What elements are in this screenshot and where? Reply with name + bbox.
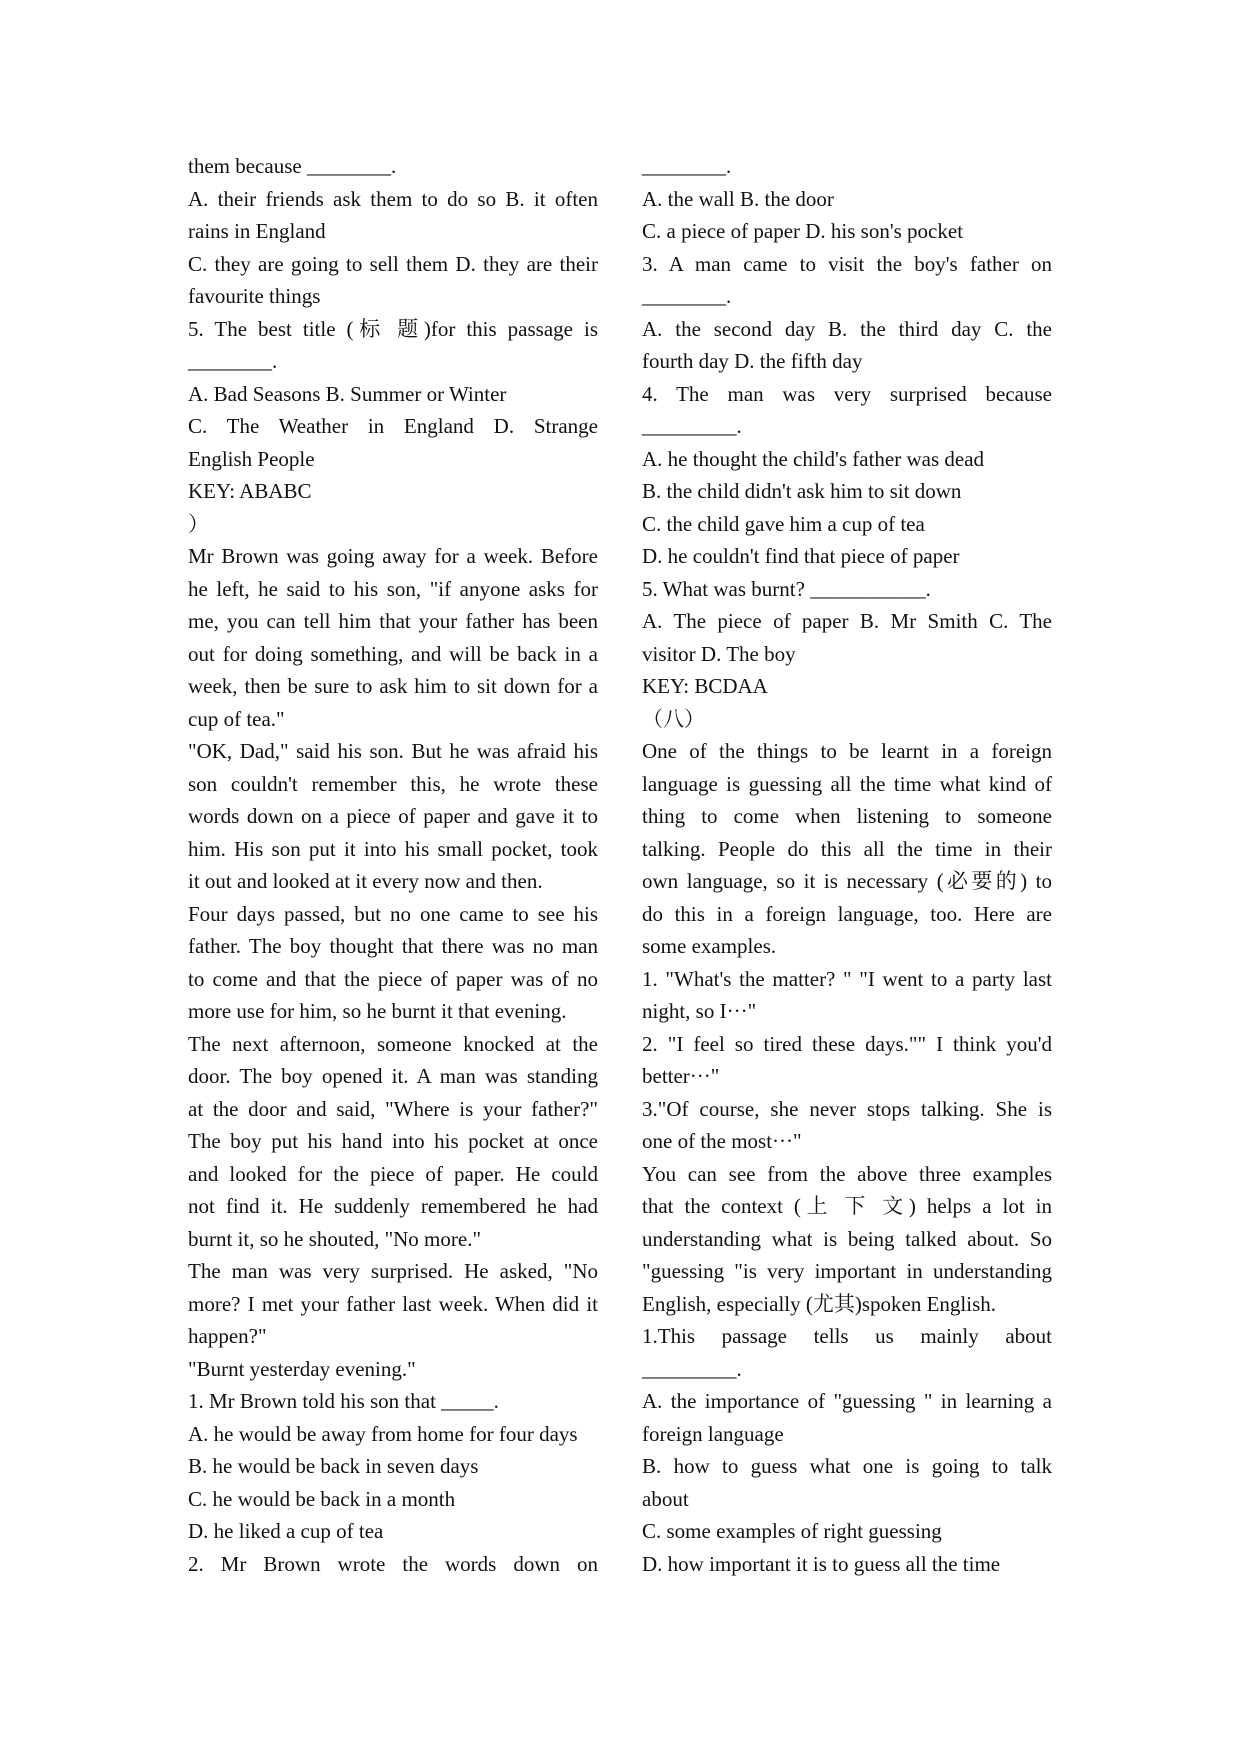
text-line: week, then be sure to ask him to sit down for a	[188, 674, 598, 698]
text-line: （八）	[642, 706, 705, 731]
text-line: A. the second day B. the third day C. the	[642, 316, 1052, 341]
text-line: C. he would be back in a month	[188, 1486, 456, 1511]
text-line: A. their friends ask them to do so B. it often	[188, 186, 598, 211]
text-line: 2. Mr Brown wrote the words down on	[188, 1551, 598, 1576]
text-line: thing to come when listening to someone	[642, 804, 1052, 828]
text-line: English People	[188, 446, 315, 471]
text-line: and looked for the piece of paper. He could	[188, 1161, 598, 1186]
text-line: 5. The best title (标 题)for this passage is	[188, 316, 598, 341]
text-line: The man was very surprised. He asked, "No	[188, 1259, 598, 1283]
text-line: Mr Brown was going away for a week. Before	[188, 544, 598, 568]
text-line: C. the child gave him a cup of tea	[642, 511, 925, 536]
text-line: more? I met your father last week. When did it	[188, 1291, 598, 1316]
text-line: "OK, Dad," said his son. But he was afraid his	[188, 739, 598, 763]
text-line: not find it. He suddenly remembered he had	[188, 1194, 598, 1218]
text-line: to come and that the piece of paper was of no	[188, 966, 598, 991]
text-line: fourth day D. the fifth day	[642, 349, 863, 373]
text-line: A. the importance of "guessing " in learning a	[642, 1389, 1052, 1413]
text-line: do this in a foreign language, too. Here are	[642, 901, 1052, 926]
text-line: father. The boy thought that there was no man	[188, 934, 598, 958]
text-line: English, especially (尤其)spoken English.	[642, 1291, 997, 1316]
text-line: C. a piece of paper D. his son's pocket	[642, 219, 964, 243]
text-line: 3. A man came to visit the boy's father on	[642, 251, 1052, 276]
text-line: D. how important it is to guess all the time	[642, 1551, 1001, 1576]
text-line: more use for him, so he burnt it that evening.	[188, 999, 567, 1023]
text-line: me, you can tell him that your father has been	[188, 609, 598, 633]
text-line: cup of tea."	[188, 706, 285, 731]
text-line: foreign language	[642, 1421, 784, 1446]
text-line: it out and looked at it every now and then.	[188, 869, 543, 893]
text-line: 2. "I feel so tired these days."" I think you'd	[642, 1031, 1052, 1056]
text-line: Four days passed, but no one came to see his	[188, 901, 598, 926]
text-line: language is guessing all the time what kind of	[642, 771, 1052, 796]
text-line: KEY: ABABC	[188, 479, 312, 503]
text-line: A. he thought the child's father was dead	[642, 446, 985, 471]
text-line: better···"	[642, 1064, 720, 1088]
text-line: understanding what is being talked about. So	[642, 1226, 1052, 1251]
text-line: 3."Of course, she never stops talking. She is	[642, 1096, 1052, 1121]
text-line: them because ________.	[188, 154, 397, 178]
text-line: own language, so it is necessary (必要的) to	[642, 869, 1052, 893]
text-line: 1.This passage tells us mainly about	[642, 1324, 1052, 1348]
text-line: he left, he said to his son, "if anyone asks for	[188, 576, 598, 601]
text-line: A. Bad Seasons B. Summer or Winter	[188, 381, 507, 406]
text-line: visitor D. The boy	[642, 641, 796, 666]
text-line: about	[642, 1486, 689, 1511]
text-line: ________.	[188, 349, 278, 373]
text-line: "Burnt yesterday evening."	[188, 1356, 416, 1381]
text-line: A. he would be away from home for four days	[188, 1421, 578, 1446]
text-line: B. how to guess what one is going to talk	[642, 1454, 1052, 1478]
text-line: him. His son put it into his small pocket, took	[188, 836, 598, 861]
text-line: D. he couldn't find that piece of paper	[642, 544, 960, 568]
text-line: burnt it, so he shouted, "No more."	[188, 1226, 482, 1251]
text-line: 4. The man was very surprised because	[642, 381, 1052, 406]
text-line: C. The Weather in England D. Strange	[188, 414, 598, 438]
text-line: at the door and said, "Where is your father?"	[188, 1096, 598, 1121]
text-line: ________.	[642, 284, 732, 308]
text-line: night, so I···"	[642, 999, 757, 1023]
text-line: A. the wall B. the door	[642, 186, 834, 211]
text-line: You can see from the above three examples	[642, 1161, 1052, 1186]
text-line: _________.	[642, 414, 742, 438]
text-line: The next afternoon, someone knocked at the	[188, 1031, 598, 1056]
text-line: rains in England	[188, 219, 326, 243]
text-line: B. the child didn't ask him to sit down	[642, 479, 962, 503]
text-line: ）	[188, 511, 209, 536]
text-line: talking. People do this all the time in their	[642, 836, 1052, 861]
right-column	[642, 150, 1052, 1580]
text-line: KEY: BCDAA	[642, 674, 768, 698]
text-line: that the context (上 下 文) helps a lot in	[642, 1194, 1052, 1218]
text-line: C. some examples of right guessing	[642, 1519, 942, 1543]
text-line: 5. What was burnt? ___________.	[642, 576, 931, 601]
text-line: some examples.	[642, 934, 777, 958]
text-line: words down on a piece of paper and gave it to	[188, 804, 598, 828]
text-line: A. The piece of paper B. Mr Smith C. The	[642, 609, 1052, 633]
text-line: 1. Mr Brown told his son that _____.	[188, 1389, 499, 1413]
text-line: 1. "What's the matter? " "I went to a party last	[642, 966, 1052, 991]
text-line: happen?"	[188, 1324, 267, 1348]
text-line: _________.	[642, 1356, 742, 1381]
text-line: D. he liked a cup of tea	[188, 1519, 384, 1543]
text-line: son couldn't remember this, he wrote these	[188, 771, 598, 796]
left-column	[188, 150, 598, 1580]
text-line: one of the most···"	[642, 1129, 802, 1153]
text-line: ________.	[642, 154, 732, 178]
text-line: door. The boy opened it. A man was standing	[188, 1064, 598, 1088]
text-line: One of the things to be learnt in a foreign	[642, 739, 1052, 763]
text-line: out for doing something, and will be back in a	[188, 641, 598, 666]
text-line: C. they are going to sell them D. they are their	[188, 251, 598, 276]
text-line: favourite things	[188, 284, 321, 308]
text-line: B. he would be back in seven days	[188, 1454, 479, 1478]
text-line: The boy put his hand into his pocket at once	[188, 1129, 598, 1153]
text-line: "guessing "is very important in understanding	[642, 1259, 1052, 1283]
